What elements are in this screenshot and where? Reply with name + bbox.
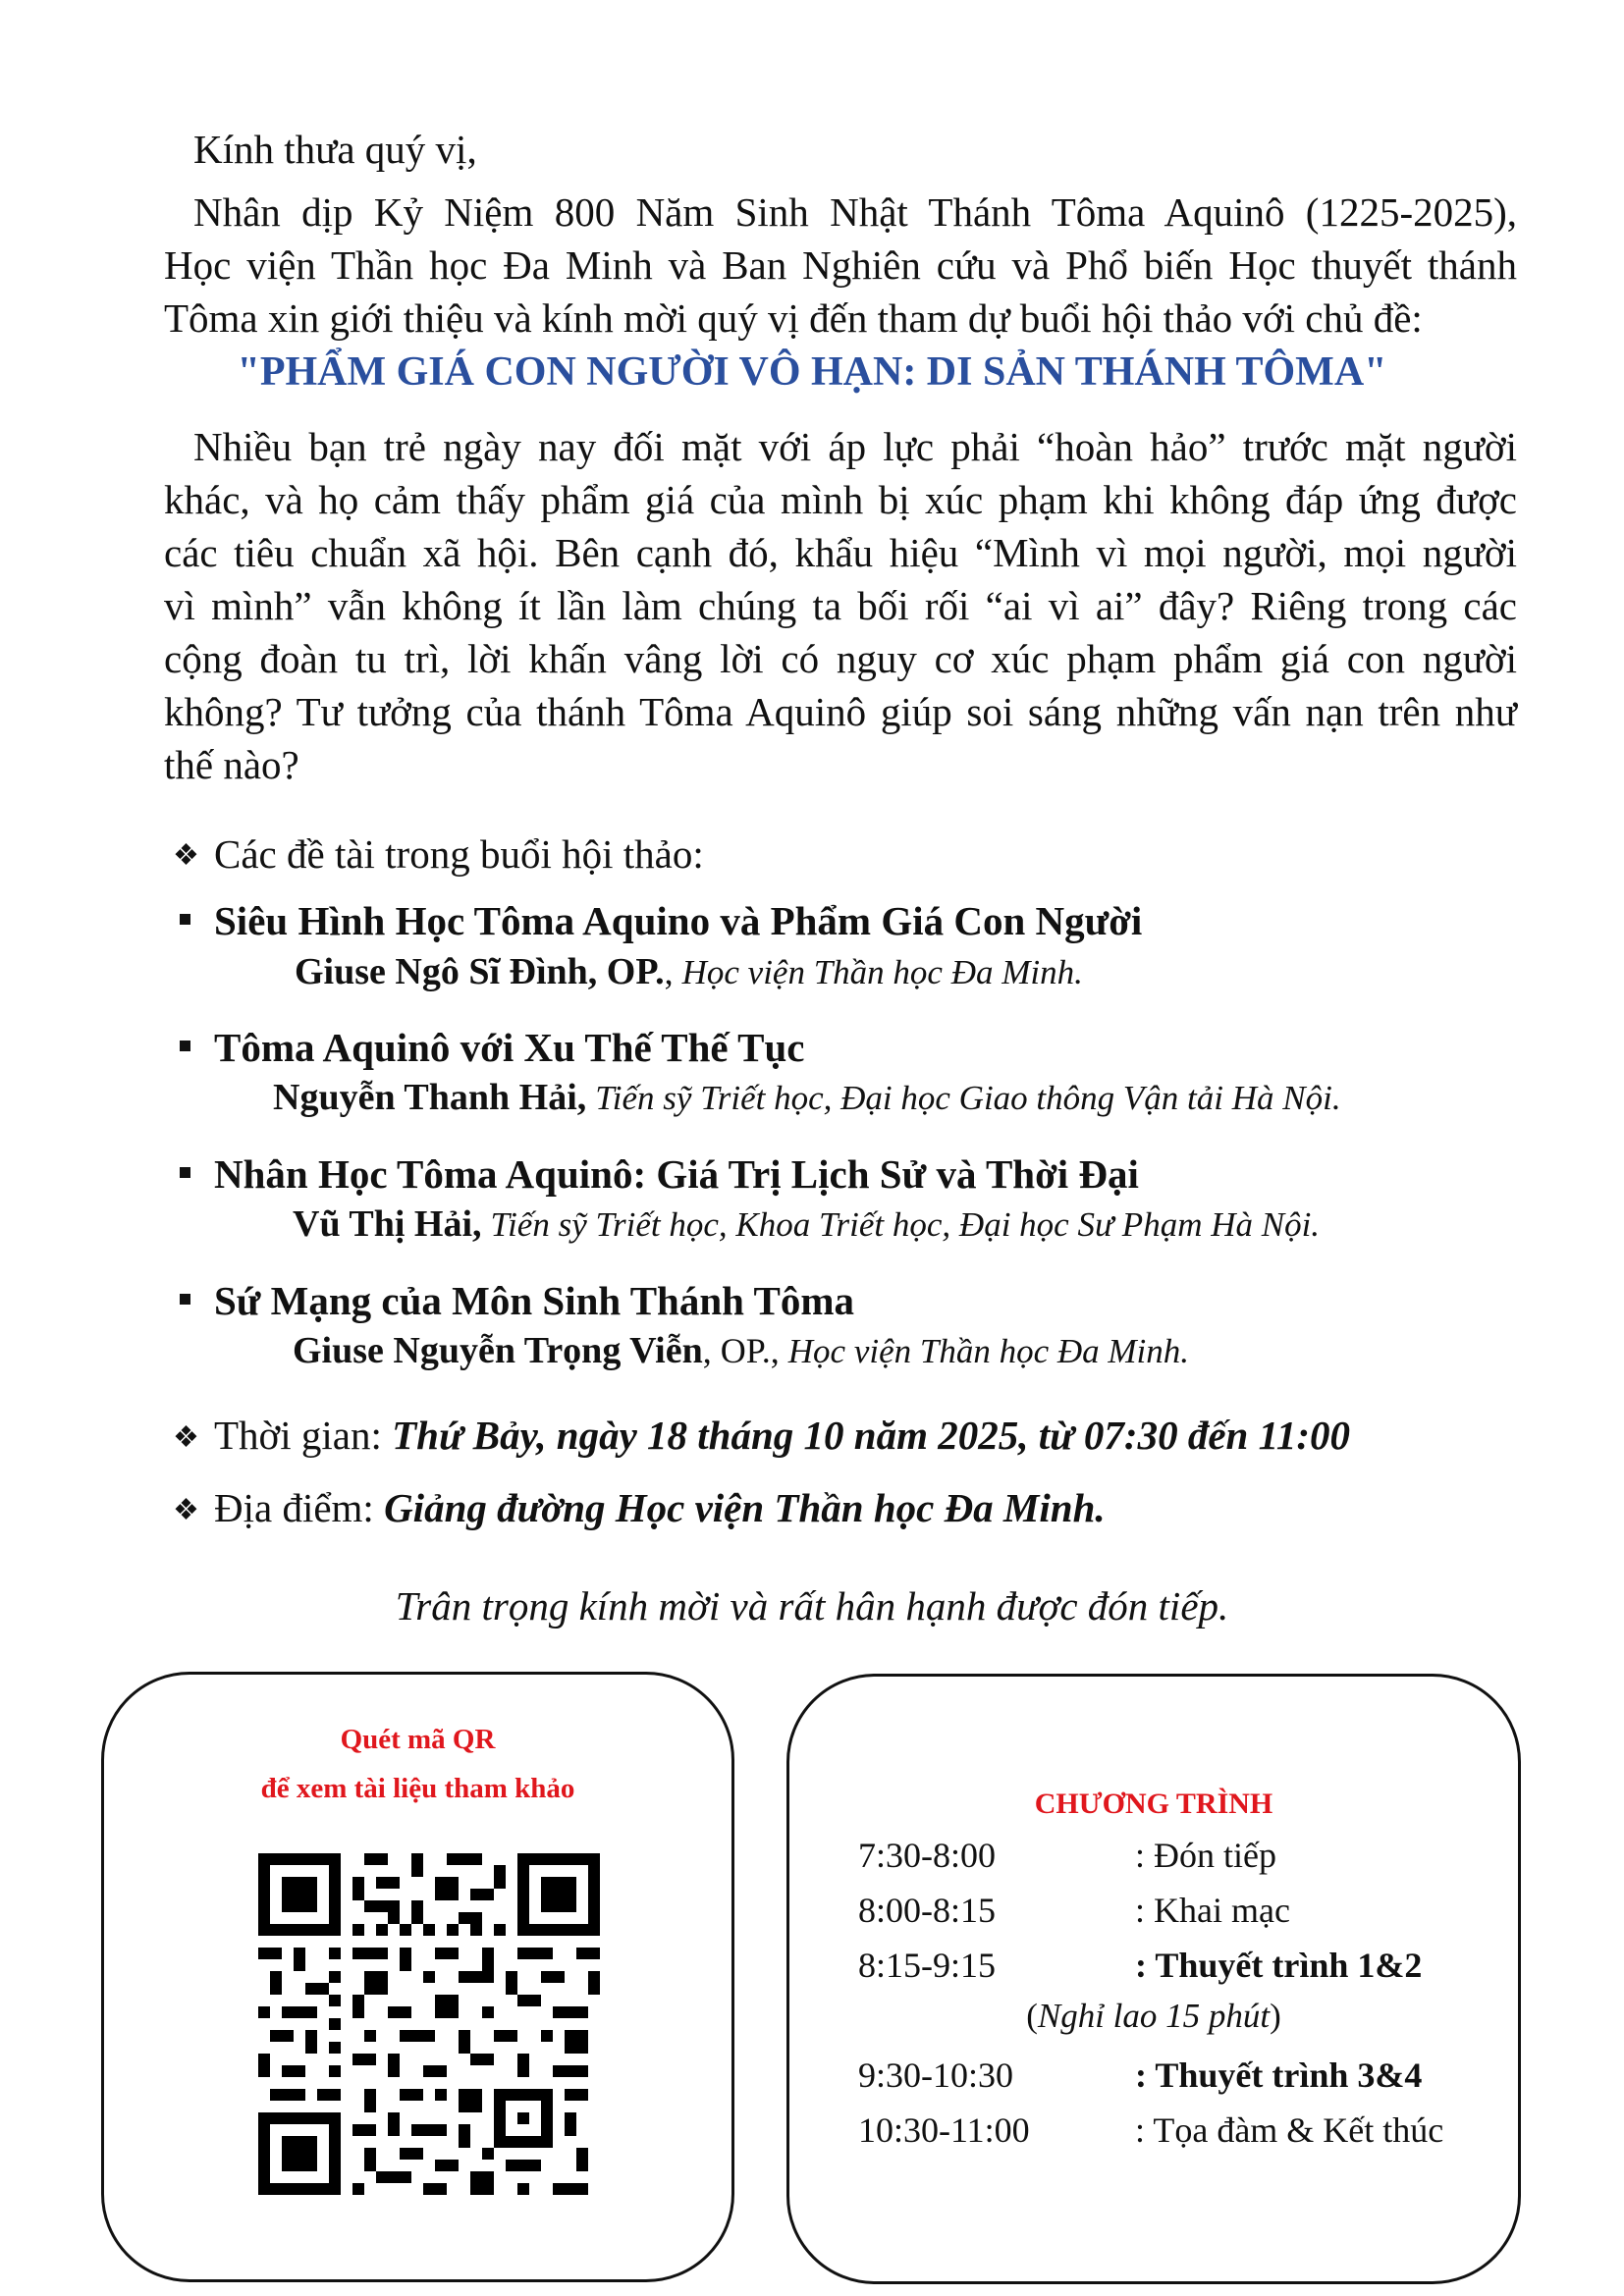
place-value: Giảng đường Học viện Thần học Đa Minh. <box>384 1485 1106 1530</box>
speaker-affiliation: Học viện Thần học Đa Minh. <box>681 953 1083 991</box>
square-bullet-icon <box>180 1294 190 1305</box>
topic-presenter-2 <box>273 1074 1341 1122</box>
event-place <box>214 1483 1106 1532</box>
program-activity: : Thuyết trình 1&2 <box>1135 1946 1423 1985</box>
closing-line: Trân trọng kính mời và rất hân hạnh được đón tiếp. <box>395 1583 1229 1629</box>
program-activity: : Thuyết trình 3&4 <box>1135 2056 1423 2095</box>
program-activity: : Khai mạc <box>1135 1891 1290 1930</box>
speaker-name: Giuse Nguyễn Trọng Viễn <box>293 1330 703 1371</box>
program-time: 10:30-11:00 <box>858 2110 1030 2150</box>
speaker-affiliation: Tiến sỹ Triết học, Đại học Giao thông Vận tải Hà Nội. <box>595 1079 1341 1117</box>
program-time: 8:15-9:15 <box>858 1946 996 1985</box>
program-time: 9:30-10:30 <box>858 2056 1013 2095</box>
speaker-name: Nguyễn Thanh Hải, <box>273 1077 587 1118</box>
qr-caption-line-1: Quét mã QR <box>340 1724 496 1755</box>
break-open: ( <box>1026 1997 1038 2035</box>
program-time: 8:00-8:15 <box>858 1891 996 1930</box>
topic-title-2: Tôma Aquinô với Xu Thế Thế Tục <box>214 1025 805 1070</box>
speaker-separator: , OP., <box>702 1331 780 1370</box>
place-label: Địa điểm: <box>214 1485 374 1530</box>
diamond-bullet-icon: ❖ <box>173 839 199 872</box>
speaker-affiliation: Học viện Thần học Đa Minh. <box>787 1332 1190 1370</box>
greeting: Kính thưa quý vị, <box>193 127 477 172</box>
paragraph-line-1: Nhiều bạn trẻ ngày nay đối mặt với áp lực phải “hoàn hảo” trước mặt người <box>193 424 1517 469</box>
time-value: Thứ Bảy, ngày 18 tháng 10 năm 2025, từ 07:30 đến 11:00 <box>392 1413 1350 1458</box>
paragraph-line-2: khác, và họ cảm thấy phẩm giá của mình bị xúc phạm khi không đáp ứng được <box>164 477 1517 522</box>
topics-heading: Các đề tài trong buổi hội thảo: <box>214 831 704 877</box>
paragraph-line-3: các tiêu chuẩn xã hội. Bên cạnh đó, khẩu hiệu “Mình vì mọi người, mọi người <box>164 530 1517 575</box>
event-time <box>214 1411 1350 1460</box>
speaker-name: Giuse Ngô Sĩ Đình, OP. <box>295 951 665 992</box>
diamond-bullet-icon: ❖ <box>173 1421 199 1454</box>
program-activity: : Đón tiếp <box>1135 1836 1276 1875</box>
break-close: ) <box>1270 1997 1281 2035</box>
program-time: 7:30-8:00 <box>858 1836 996 1875</box>
qr-code-icon[interactable] <box>258 1853 600 2195</box>
topic-presenter-3 <box>293 1201 1320 1249</box>
diamond-bullet-icon: ❖ <box>173 1494 199 1526</box>
square-bullet-icon <box>180 914 190 925</box>
topic-presenter-4 <box>293 1327 1189 1375</box>
intro-line-3: Tôma xin giới thiệu và kính mời quý vị đến tham dự buổi hội thảo với chủ đề: <box>164 295 1423 341</box>
intro-line-2: Học viện Thần học Đa Minh và Ban Nghiên cứu và Phổ biến Học thuyết thánh <box>164 242 1517 288</box>
topic-title-1: Siêu Hình Học Tôma Aquino và Phẩm Giá Con Người <box>214 898 1143 943</box>
topic-title-3: Nhân Học Tôma Aquinô: Giá Trị Lịch Sử và Thời Đại <box>214 1151 1139 1197</box>
paragraph-line-4: vì mình” vẫn không ít lần làm chúng ta bối rối “ai vì ai” đây? Riêng trong các <box>164 583 1517 628</box>
qr-caption-line-2: để xem tài liệu tham khảo <box>260 1773 575 1804</box>
speaker-separator: , <box>664 952 674 991</box>
program-title: CHƯƠNG TRÌNH <box>1034 1788 1273 1820</box>
time-label: Thời gian: <box>214 1413 382 1458</box>
program-break <box>789 1997 1518 2036</box>
intro-line-1: Nhân dịp Kỷ Niệm 800 Năm Sinh Nhật Thánh Tôma Aquinô (1225-2025), <box>193 189 1517 235</box>
speaker-affiliation: Tiến sỹ Triết học, Khoa Triết học, Đại học Sư Phạm Hà Nội. <box>490 1205 1321 1244</box>
topic-presenter-1 <box>295 948 1083 996</box>
program-box <box>786 1674 1521 2284</box>
square-bullet-icon <box>180 1041 190 1051</box>
break-text: Nghỉ lao 15 phút <box>1037 1997 1271 2035</box>
paragraph-line-7: thế nào? <box>164 742 299 787</box>
topic-title-4: Sứ Mạng của Môn Sinh Thánh Tôma <box>214 1278 854 1323</box>
square-bullet-icon <box>180 1167 190 1178</box>
qr-box <box>101 1672 734 2282</box>
paragraph-line-6: không? Tư tưởng của thánh Tôma Aquinô giúp soi sáng những vấn nạn trên như <box>164 689 1517 734</box>
paragraph-line-5: cộng đoàn tu trì, lời khấn vâng lời có nguy cơ xúc phạm phẩm giá con người <box>164 636 1517 681</box>
speaker-name: Vũ Thị Hải, <box>293 1203 482 1245</box>
program-activity: : Tọa đàm & Kết thúc <box>1135 2110 1444 2150</box>
event-theme: "PHẨM GIÁ CON NGƯỜI VÔ HẠN: DI SẢN THÁNH TÔMA" <box>237 349 1387 395</box>
